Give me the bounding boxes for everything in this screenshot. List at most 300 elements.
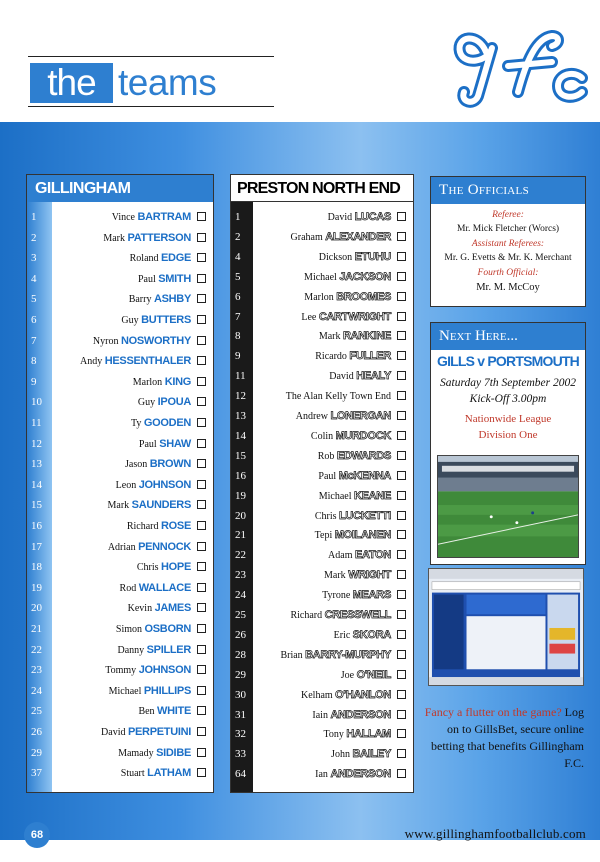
next-here-box [430, 322, 586, 565]
website-screenshot [428, 568, 584, 686]
player-row [231, 606, 413, 626]
player-name [128, 601, 191, 616]
player-name [331, 747, 391, 762]
player-name [116, 622, 191, 637]
tick-checkbox[interactable] [397, 590, 406, 599]
tick-checkbox[interactable] [197, 665, 206, 674]
player-name [312, 708, 391, 723]
squad-number: 17 [31, 540, 42, 553]
squad-number: 4 [235, 250, 241, 263]
player-name [318, 449, 391, 464]
squad-number: 2 [31, 231, 37, 244]
player-name [103, 231, 191, 246]
player-surname: PERPETUINI [127, 726, 191, 738]
tick-checkbox[interactable] [197, 233, 206, 242]
player-surname: McKENNA [338, 469, 391, 482]
player-name [117, 643, 191, 658]
player-row [27, 414, 213, 434]
player-name [125, 457, 191, 472]
player-surname: LUCKETTI [339, 509, 391, 522]
tick-checkbox[interactable] [197, 418, 206, 427]
player-row [231, 566, 413, 586]
player-surname: SAUNDERS [131, 499, 191, 512]
player-first-name: Kevin [127, 603, 153, 615]
player-name [280, 648, 391, 663]
player-row [27, 558, 213, 578]
player-surname: O'NEIL [356, 668, 391, 681]
tick-checkbox[interactable] [197, 706, 206, 715]
player-name [107, 498, 191, 513]
tick-checkbox[interactable] [197, 727, 206, 736]
squad-number: 5 [235, 270, 241, 283]
gillingham-team-sheet [26, 174, 214, 793]
player-first-name: Ben [138, 706, 155, 718]
player-name [291, 230, 391, 245]
player-surname: SKORA [352, 628, 391, 641]
player-surname: ANDERSON [330, 708, 391, 721]
player-first-name: Mark [324, 570, 346, 582]
tick-checkbox[interactable] [397, 411, 406, 420]
tick-checkbox[interactable] [397, 769, 406, 778]
player-name [296, 409, 391, 424]
player-first-name: Andrew [295, 411, 328, 422]
tick-checkbox[interactable] [197, 336, 206, 345]
player-first-name: Marlon [304, 291, 334, 303]
tick-checkbox[interactable] [397, 749, 406, 758]
promo-body: Log on to GillsBet, secure online betting that benefits Gillingham F.C. [431, 705, 584, 770]
tick-checkbox[interactable] [197, 624, 206, 633]
tick-checkbox[interactable] [197, 500, 206, 509]
player-row [231, 367, 413, 387]
player-surname: ALEXANDER [325, 230, 391, 243]
player-row [27, 290, 213, 310]
player-row [27, 620, 213, 640]
squad-number: 11 [235, 370, 246, 383]
player-surname: BROWN [149, 458, 191, 471]
player-first-name: Barry [128, 294, 152, 306]
player-row [27, 517, 213, 537]
tick-checkbox[interactable] [397, 550, 406, 559]
referee-name: Mr. Mick Fletcher (Worcs) [456, 224, 560, 234]
player-surname: ROSE [161, 520, 191, 532]
tick-checkbox[interactable] [197, 686, 206, 695]
player-name [133, 375, 191, 390]
player-row [27, 393, 213, 413]
player-row [27, 455, 213, 475]
player-first-name: Paul [318, 470, 337, 482]
player-first-name: Roland [129, 253, 159, 265]
player-name [108, 540, 191, 555]
squad-number: 12 [31, 437, 42, 450]
player-surname: JOHNSON [138, 478, 191, 491]
tick-checkbox[interactable] [397, 530, 406, 539]
player-row [231, 626, 413, 646]
squad-number: 15 [235, 449, 246, 462]
squad-number: 20 [235, 509, 246, 522]
player-surname: FULLER [349, 350, 391, 363]
player-first-name: Leon [115, 479, 137, 491]
player-first-name: Rod [119, 582, 137, 594]
squad-number: 7 [235, 310, 241, 323]
player-row [27, 702, 213, 722]
tick-checkbox[interactable] [197, 315, 206, 324]
tick-checkbox[interactable] [197, 253, 206, 262]
tick-checkbox[interactable] [397, 710, 406, 719]
player-name [286, 389, 391, 404]
tick-checkbox[interactable] [197, 274, 206, 283]
player-first-name: John [331, 749, 350, 761]
tick-checkbox[interactable] [397, 292, 406, 301]
player-surname: O'HANLON [335, 688, 391, 701]
squad-number: 21 [31, 623, 42, 635]
player-row [231, 686, 413, 706]
player-first-name: Paul [137, 273, 156, 285]
player-first-name: Iain [312, 709, 328, 721]
squad-number: 20 [31, 602, 42, 615]
player-row [27, 682, 213, 702]
squad-number: 13 [235, 410, 246, 422]
squad-number: 24 [235, 589, 246, 602]
player-name [319, 329, 391, 344]
league-name-line2: Division One [478, 429, 538, 441]
player-first-name: Tyrone [322, 590, 351, 602]
page-number: 68 [24, 822, 50, 848]
tick-checkbox[interactable] [397, 729, 406, 738]
player-row [231, 308, 413, 328]
player-surname: HEALY [356, 370, 391, 383]
player-name [329, 369, 391, 384]
squad-number: 32 [235, 728, 246, 741]
tick-checkbox[interactable] [197, 459, 206, 468]
tick-checkbox[interactable] [397, 312, 406, 321]
assistants-names: Mr. G. Evetts & Mr. K. Merchant [444, 253, 572, 263]
squad-number: 30 [235, 688, 246, 701]
player-surname: ETUHU [354, 250, 391, 263]
player-surname: JOHNSON [138, 664, 191, 677]
player-first-name: Eric [333, 629, 351, 641]
player-first-name: David [101, 727, 126, 738]
player-surname: OSBORN [144, 623, 191, 635]
squad-number: 25 [31, 705, 42, 718]
player-first-name: Tommy [105, 665, 137, 677]
tick-checkbox[interactable] [397, 650, 406, 659]
player-name [101, 725, 191, 740]
player-surname: LATHAM [147, 767, 191, 780]
player-first-name: Mark [107, 500, 130, 512]
tick-checkbox[interactable] [197, 212, 206, 221]
player-row [231, 586, 413, 606]
player-first-name: Mark [318, 331, 341, 343]
tick-checkbox[interactable] [197, 542, 206, 551]
player-row [27, 661, 213, 681]
header-rule-top [28, 56, 274, 57]
player-row [27, 496, 213, 516]
player-first-name: Nyron [92, 335, 119, 347]
tick-checkbox[interactable] [397, 610, 406, 619]
squad-number: 5 [31, 293, 37, 306]
player-surname: WRIGHT [348, 569, 391, 582]
tick-checkbox[interactable] [397, 212, 406, 221]
player-surname: SIDIBE [156, 746, 191, 759]
player-name [311, 429, 391, 444]
tick-checkbox[interactable] [197, 768, 206, 777]
player-name [319, 489, 391, 504]
player-name [304, 290, 391, 305]
player-first-name: Ty [130, 418, 142, 429]
player-name [112, 210, 191, 225]
assistants-label: Assistant Referees: [471, 239, 545, 249]
player-row [231, 327, 413, 347]
player-first-name: Brian [280, 649, 303, 661]
tick-checkbox[interactable] [197, 480, 206, 489]
tick-checkbox[interactable] [397, 491, 406, 500]
player-surname: EATON [355, 549, 391, 562]
tick-checkbox[interactable] [397, 391, 406, 400]
player-first-name: David [327, 212, 353, 223]
player-row [231, 228, 413, 248]
player-surname: MOILANEN [334, 529, 391, 542]
tick-checkbox[interactable] [197, 294, 206, 303]
player-first-name: Chris [136, 562, 159, 574]
player-surname: BROOMES [336, 290, 391, 303]
player-name [109, 684, 191, 699]
title-the: the [30, 63, 113, 103]
player-surname: PATTERSON [127, 231, 191, 244]
tick-checkbox[interactable] [197, 748, 206, 757]
preston-header: PRESTON NORTH END [231, 175, 413, 202]
player-name [138, 395, 191, 410]
tick-checkbox[interactable] [397, 351, 406, 360]
squad-number: 14 [31, 478, 42, 491]
tick-checkbox[interactable] [397, 670, 406, 679]
player-row [27, 229, 213, 249]
player-surname: WHITE [157, 705, 191, 718]
tick-checkbox[interactable] [397, 431, 406, 440]
player-surname: BUTTERS [141, 314, 191, 326]
tick-checkbox[interactable] [397, 471, 406, 480]
fourth-official-name: Mr. M. McCoy [476, 282, 540, 293]
player-first-name: Tepi [314, 530, 333, 542]
squad-number: 4 [31, 272, 37, 285]
tick-checkbox[interactable] [397, 630, 406, 639]
squad-number: 64 [235, 768, 246, 781]
tick-checkbox[interactable] [197, 562, 206, 571]
player-name [105, 663, 191, 678]
player-row [27, 744, 213, 764]
player-surname: EDGE [161, 252, 191, 265]
player-first-name: Chris [314, 510, 337, 522]
player-first-name: Graham [290, 231, 323, 243]
squad-number: 21 [235, 529, 246, 542]
squad-number: 7 [31, 334, 37, 347]
player-first-name: Mamady [118, 747, 154, 759]
player-name [116, 478, 191, 493]
squad-number: 37 [31, 767, 42, 780]
squad-number: 1 [235, 211, 241, 223]
squad-number: 26 [31, 726, 42, 738]
squad-number: 29 [235, 668, 246, 681]
player-first-name: Colin [310, 430, 334, 442]
player-name [80, 354, 191, 369]
player-name [323, 727, 391, 742]
squad-number: 12 [235, 390, 246, 403]
player-first-name: Guy [121, 315, 139, 326]
player-first-name: David [329, 371, 354, 383]
player-surname: RANKINE [342, 330, 391, 343]
gillingham-header: GILLINGHAM [27, 175, 213, 202]
squad-number: 31 [235, 708, 246, 721]
squad-number: 6 [31, 314, 37, 326]
player-row [27, 641, 213, 661]
squad-number: 16 [31, 520, 42, 532]
player-first-name: Richard [126, 521, 159, 532]
tick-checkbox[interactable] [197, 439, 206, 448]
squad-number: 23 [235, 569, 246, 582]
squad-number: 22 [31, 643, 42, 656]
officials-title: The Officials [431, 177, 585, 204]
player-surname: BARTRAM [137, 211, 191, 223]
player-first-name: Jason [124, 459, 148, 471]
player-row [27, 435, 213, 455]
squad-number: 1 [31, 211, 37, 223]
club-website-url[interactable]: www.gillinghamfootballclub.com [404, 826, 586, 841]
player-surname: HOPE [161, 561, 191, 574]
player-name [118, 746, 191, 761]
next-here-title: Next Here... [431, 323, 585, 350]
squad-number: 15 [31, 499, 42, 512]
tick-checkbox[interactable] [197, 356, 206, 365]
player-surname: ASHBY [153, 293, 191, 306]
tick-checkbox[interactable] [197, 603, 206, 612]
tick-checkbox[interactable] [197, 377, 206, 386]
player-surname: BAILEY [352, 748, 391, 761]
player-name [328, 210, 391, 225]
fourth-official-label: Fourth Official: [477, 268, 539, 278]
player-first-name: Ricardo [315, 351, 347, 363]
player-name [315, 767, 391, 782]
player-first-name: Richard [290, 610, 323, 621]
player-surname: LUCAS [354, 211, 391, 223]
header-rule-bottom [28, 106, 274, 107]
next-fixture-date: Saturday 7th September 2002 [440, 377, 576, 389]
player-surname: ANDERSON [330, 768, 391, 781]
player-surname: PENNOCK [138, 540, 191, 553]
tick-checkbox[interactable] [397, 570, 406, 579]
player-surname: CRESSWELL [324, 609, 391, 621]
player-name [138, 272, 191, 287]
player-first-name: Guy [137, 397, 156, 409]
promo-highlight: Fancy a flutter on the game? [424, 705, 562, 719]
squad-number: 6 [235, 290, 241, 303]
player-row [27, 579, 213, 599]
player-first-name: Simon [115, 624, 143, 635]
tick-checkbox[interactable] [197, 397, 206, 406]
tick-checkbox[interactable] [197, 583, 206, 592]
player-name [315, 349, 391, 364]
squad-number: 29 [31, 746, 42, 759]
player-first-name: Adrian [107, 541, 136, 553]
player-name [120, 581, 191, 596]
squad-number: 9 [31, 375, 37, 388]
player-surname: WALLACE [138, 581, 191, 594]
tick-checkbox[interactable] [397, 371, 406, 380]
player-name [315, 528, 391, 543]
player-first-name: Kelham [301, 689, 333, 701]
player-first-name: Rob [317, 450, 335, 462]
player-row [27, 311, 213, 331]
player-surname: BARRY-MURPHY [305, 648, 391, 661]
player-row [231, 447, 413, 467]
player-first-name: Danny [117, 644, 145, 656]
player-name [130, 251, 191, 266]
player-surname: LONERGAN [330, 410, 391, 422]
player-name [137, 560, 191, 575]
player-row [27, 270, 213, 290]
player-name [93, 334, 191, 349]
squad-number: 26 [235, 628, 246, 641]
tick-checkbox[interactable] [397, 511, 406, 520]
player-row [27, 332, 213, 352]
squad-number: 13 [31, 458, 42, 471]
player-row [231, 507, 413, 527]
tick-checkbox[interactable] [397, 232, 406, 241]
player-name [129, 292, 191, 307]
player-row [27, 208, 213, 228]
squad-number: 8 [31, 355, 37, 368]
player-name [328, 548, 391, 563]
player-surname: MEARS [352, 589, 391, 602]
squad-number: 3 [31, 252, 37, 265]
player-row [231, 666, 413, 686]
player-name [138, 704, 191, 719]
player-surname: NOSWORTHY [120, 334, 191, 347]
squad-number: 8 [235, 330, 241, 343]
tick-checkbox[interactable] [397, 331, 406, 340]
player-row [27, 764, 213, 784]
player-row [231, 487, 413, 507]
player-name [322, 588, 391, 603]
squad-number: 2 [235, 230, 241, 243]
player-row [231, 526, 413, 546]
tick-checkbox[interactable] [397, 272, 406, 281]
player-surname: CARTWRIGHT [318, 310, 391, 323]
player-first-name: Michael [108, 685, 142, 697]
tick-checkbox[interactable] [397, 451, 406, 460]
player-row [27, 723, 213, 743]
player-name [139, 437, 191, 452]
officials-box [430, 176, 586, 307]
tick-checkbox[interactable] [197, 521, 206, 530]
player-first-name: Stuart [120, 768, 145, 780]
player-name [290, 608, 391, 623]
tick-checkbox[interactable] [197, 645, 206, 654]
player-first-name: Mark [103, 232, 125, 244]
tick-checkbox[interactable] [397, 690, 406, 699]
player-surname: SMITH [158, 272, 191, 285]
title-teams: teams [118, 62, 217, 103]
tick-checkbox[interactable] [397, 252, 406, 261]
player-first-name: Dickson [318, 251, 353, 263]
next-fixture: GILLS v PORTSMOUTH [437, 353, 579, 369]
player-row [27, 352, 213, 372]
player-name [121, 313, 191, 328]
player-row [231, 745, 413, 765]
preston-team-sheet [230, 174, 414, 793]
player-row [27, 599, 213, 619]
player-first-name: Tony [323, 729, 344, 741]
player-surname: KING [164, 375, 191, 388]
player-row [231, 407, 413, 427]
